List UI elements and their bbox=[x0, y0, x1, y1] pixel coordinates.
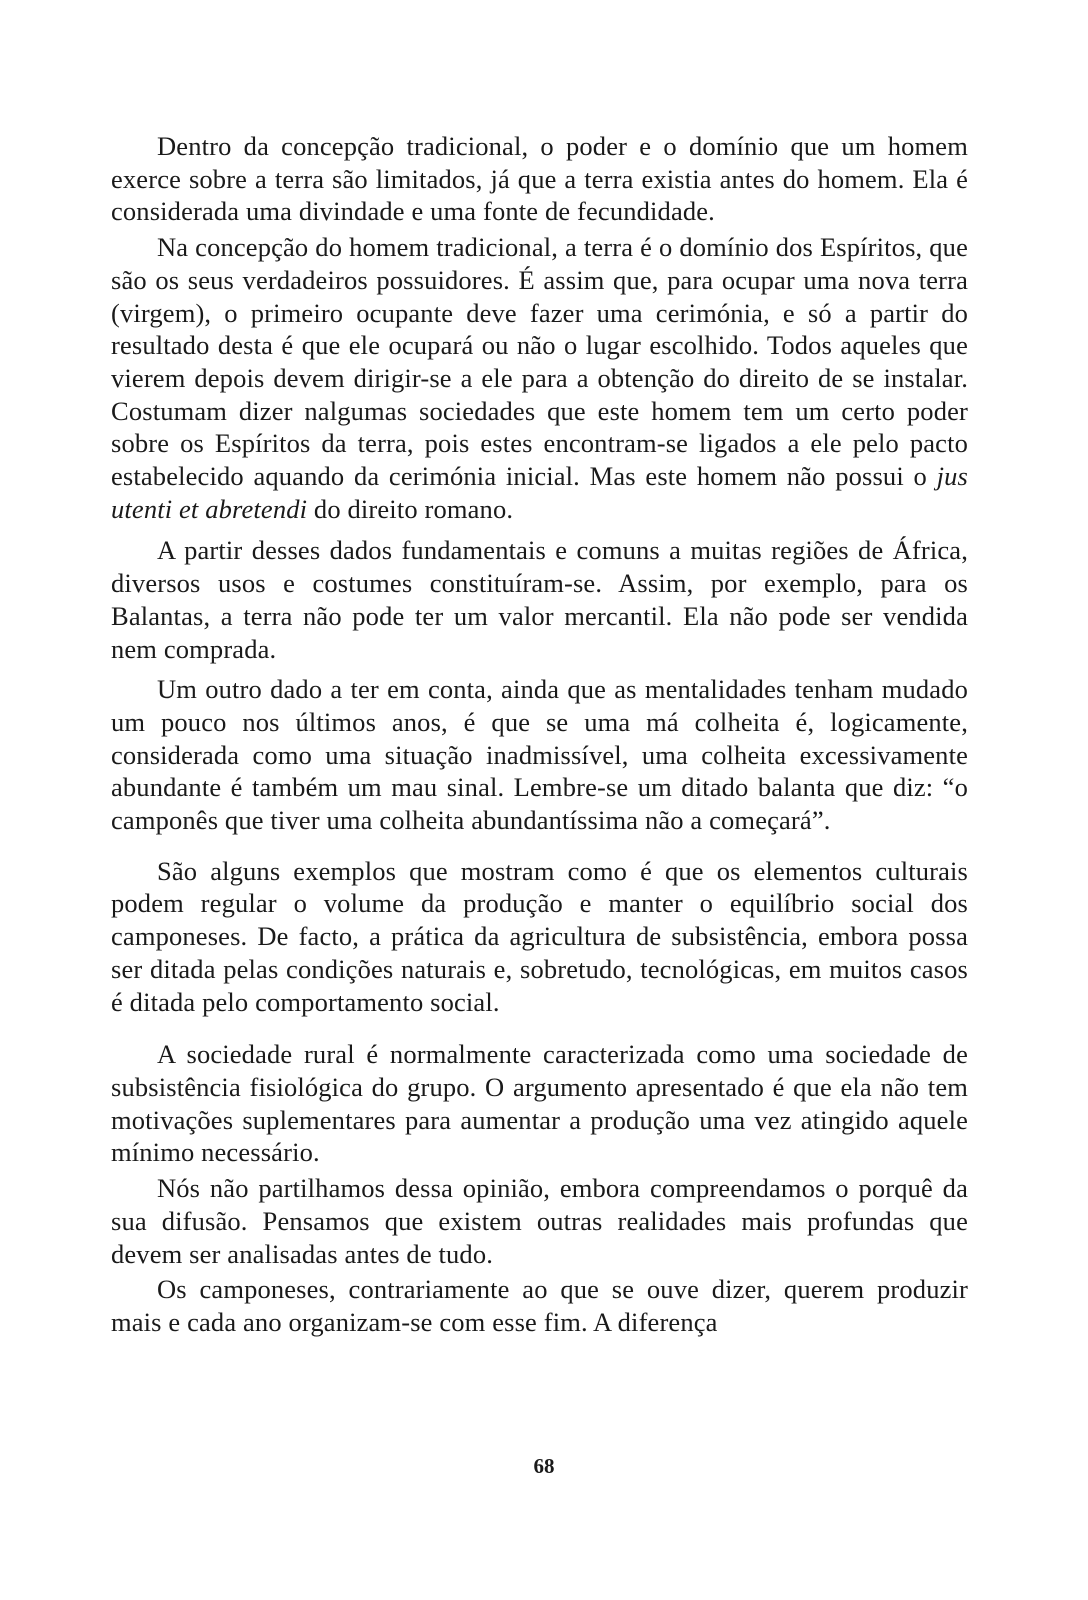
paragraph-7: Nós não partilhamos dessa opinião, embora compreendamos o porquê da sua difusão. Pensamos que existem outras realidades mais profundas que devem ser analisadas antes de tudo. bbox=[111, 1173, 968, 1269]
paragraph-2-text: Na concepção do homem tradicional, a terra é o domínio dos Espíritos, que são os seus verdadeiros possuidores. É assim que, para ocupar uma nova terra (virgem), o primeiro ocupante deve fazer uma cerimónia, e só a partir do resultado desta é que ele ocupará ou não o lugar escolhido. Todos aqueles que vierem depois devem dirigir-se a ele para a obtenção do direito de se instalar. Costumam dizer nalgumas sociedades que este homem tem um certo poder sobre os Espíritos da terra, pois estes encontram-se ligados a ele pelo pacto estabelecido aquando da cerimónia inicial. Mas este homem não possui o bbox=[111, 232, 968, 492]
paragraph-8: Os camponeses, contrariamente ao que se ouve dizer, querem produzir mais e cada ano organizam-se com esse fim. A diferença bbox=[111, 1274, 968, 1337]
body-text bbox=[111, 130, 968, 1339]
paragraph-4: Um outro dado a ter em conta, ainda que as mentalidades tenham mudado um pouco nos últimos anos, é que se uma má colheita é, logicamente, considerada como uma situação inadmissível, uma colheita excessivamente abundante é também um mau sinal. Lembre-se um ditado balanta que diz: “o camponês que tiver uma colheita abundantíssima não a começará”. bbox=[111, 674, 968, 836]
paragraph-2 bbox=[111, 231, 968, 525]
latin-phrase: jus utenti et abretendi bbox=[111, 461, 968, 524]
paragraph-1: Dentro da concepção tradicional, o poder e o domínio que um homem exerce sobre a terra são limitados, já que a terra existia antes do homem. Ela é considerada uma divindade e uma fonte de fecundidade. bbox=[111, 131, 968, 227]
page-number: 68 bbox=[533, 1454, 555, 1478]
paragraph-5: São alguns exemplos que mostram como é que os elementos culturais podem regular o volume da produção e manter o equilíbrio social dos camponeses. De facto, a prática da agricultura de subsistência, embora possa ser ditada pelas condições naturais e, sobretudo, tecnológicas, em muitos casos é ditada pelo comportamento social. bbox=[111, 855, 968, 1017]
paragraph-2-tail: do direito romano. bbox=[307, 493, 514, 524]
paragraph-6: A sociedade rural é normalmente caracterizada como uma sociedade de subsistência fisiológica do grupo. O argumento apresentado é que ela não tem motivações suplementares para aumentar a produção uma vez atingido aquele mínimo necessário. bbox=[111, 1039, 968, 1168]
paragraph-3: A partir desses dados fundamentais e comuns a muitas regiões de África, diversos usos e costumes constituíram-se. Assim, por exemplo, para os Balantas, a terra não pode ter um valor mercantil. Ela não pode ser vendida nem comprada. bbox=[111, 535, 968, 664]
